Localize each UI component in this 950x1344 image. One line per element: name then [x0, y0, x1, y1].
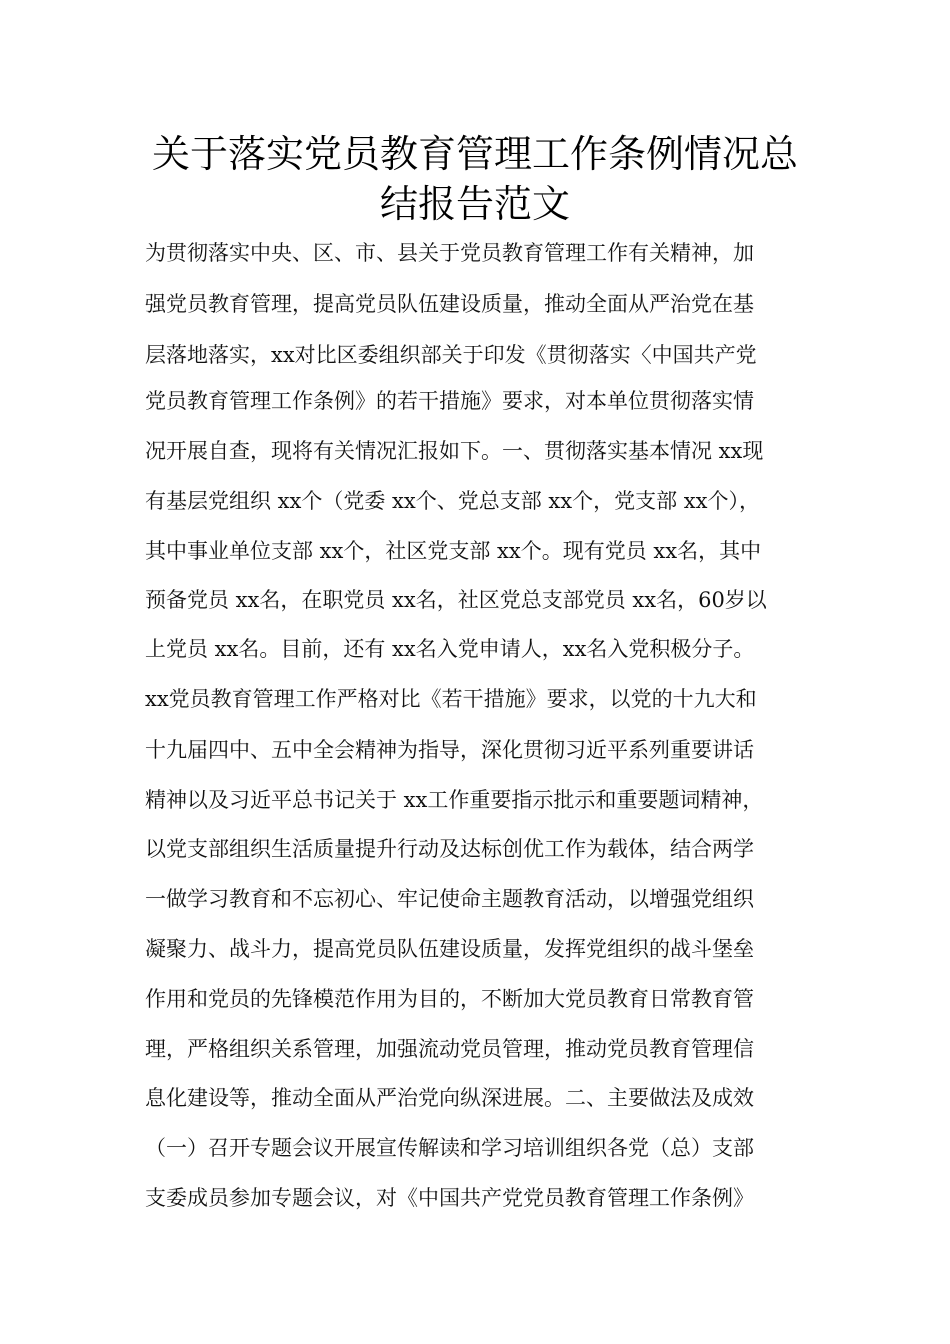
body-text-line: 党员教育管理工作条例》的若干措施》要求，对本单位贯彻落实情 [145, 389, 754, 413]
body-text-line: 上党员 xx名。目前，还有 xx名入党申请人，xx名入党积极分子。 [145, 637, 755, 661]
body-text-line: 作用和党员的先锋模范作用为目的，不断加大党员教育日常教育管 [145, 987, 754, 1011]
body-text-line: 凝聚力、战斗力，提高党员队伍建设质量，发挥党组织的战斗堡垒 [145, 937, 754, 961]
body-text-line: 十九届四中、五中全会精神为指导，深化贯彻习近平系列重要讲话 [145, 738, 754, 762]
body-text-line: 以党支部组织生活质量提升行动及达标创优工作为载体，结合两学 [145, 837, 754, 861]
body-text-line: 支委成员参加专题会议，对《中国共产党党员教育管理工作条例》 [145, 1186, 754, 1210]
body-text-line: 一做学习教育和不忘初心、牢记使命主题教育活动，以增强党组织 [145, 887, 754, 911]
body-text-line: 理，严格组织关系管理，加强流动党员管理，推动党员教育管理信 [145, 1037, 754, 1061]
body-text-line: 况开展自查，现将有关情况汇报如下。一、贯彻落实基本情况 xx现 [145, 439, 764, 463]
body-text-line: 其中事业单位支部 xx个，社区党支部 xx个。现有党员 xx名，其中 [145, 539, 762, 563]
body-text-line: 强党员教育管理，提高党员队伍建设质量，推动全面从严治党在基 [145, 292, 754, 316]
body-text-line: 层落地落实，xx对比区委组织部关于印发《贯彻落实〈中国共产党 [145, 343, 757, 367]
document-title-line-2: 结报告范文 [379, 182, 570, 226]
body-text-line: 为贯彻落实中央、区、市、县关于党员教育管理工作有关精神，加 [145, 241, 754, 265]
document-title-line-1: 关于落实党员教育管理工作条例情况总 [151, 132, 798, 176]
body-text-line: 精神以及习近平总书记关于 xx工作重要指示批示和重要题词精神， [145, 788, 764, 812]
body-text-line: （一）召开专题会议开展宣传解读和学习培训组织各党（总）支部 [145, 1136, 754, 1160]
body-text-line: xx党员教育管理工作严格对比《若干措施》要求，以党的十九大和 [145, 687, 757, 711]
body-text-line: 有基层党组织 xx个（党委 xx个、党总支部 xx个，党支部 xx个）， [145, 489, 760, 513]
body-text-line: 预备党员 xx名，在职党员 xx名，社区党总支部党员 xx名，60岁以 [145, 588, 767, 612]
body-text-line: 息化建设等，推动全面从严治党向纵深进展。二、主要做法及成效 [145, 1086, 754, 1110]
